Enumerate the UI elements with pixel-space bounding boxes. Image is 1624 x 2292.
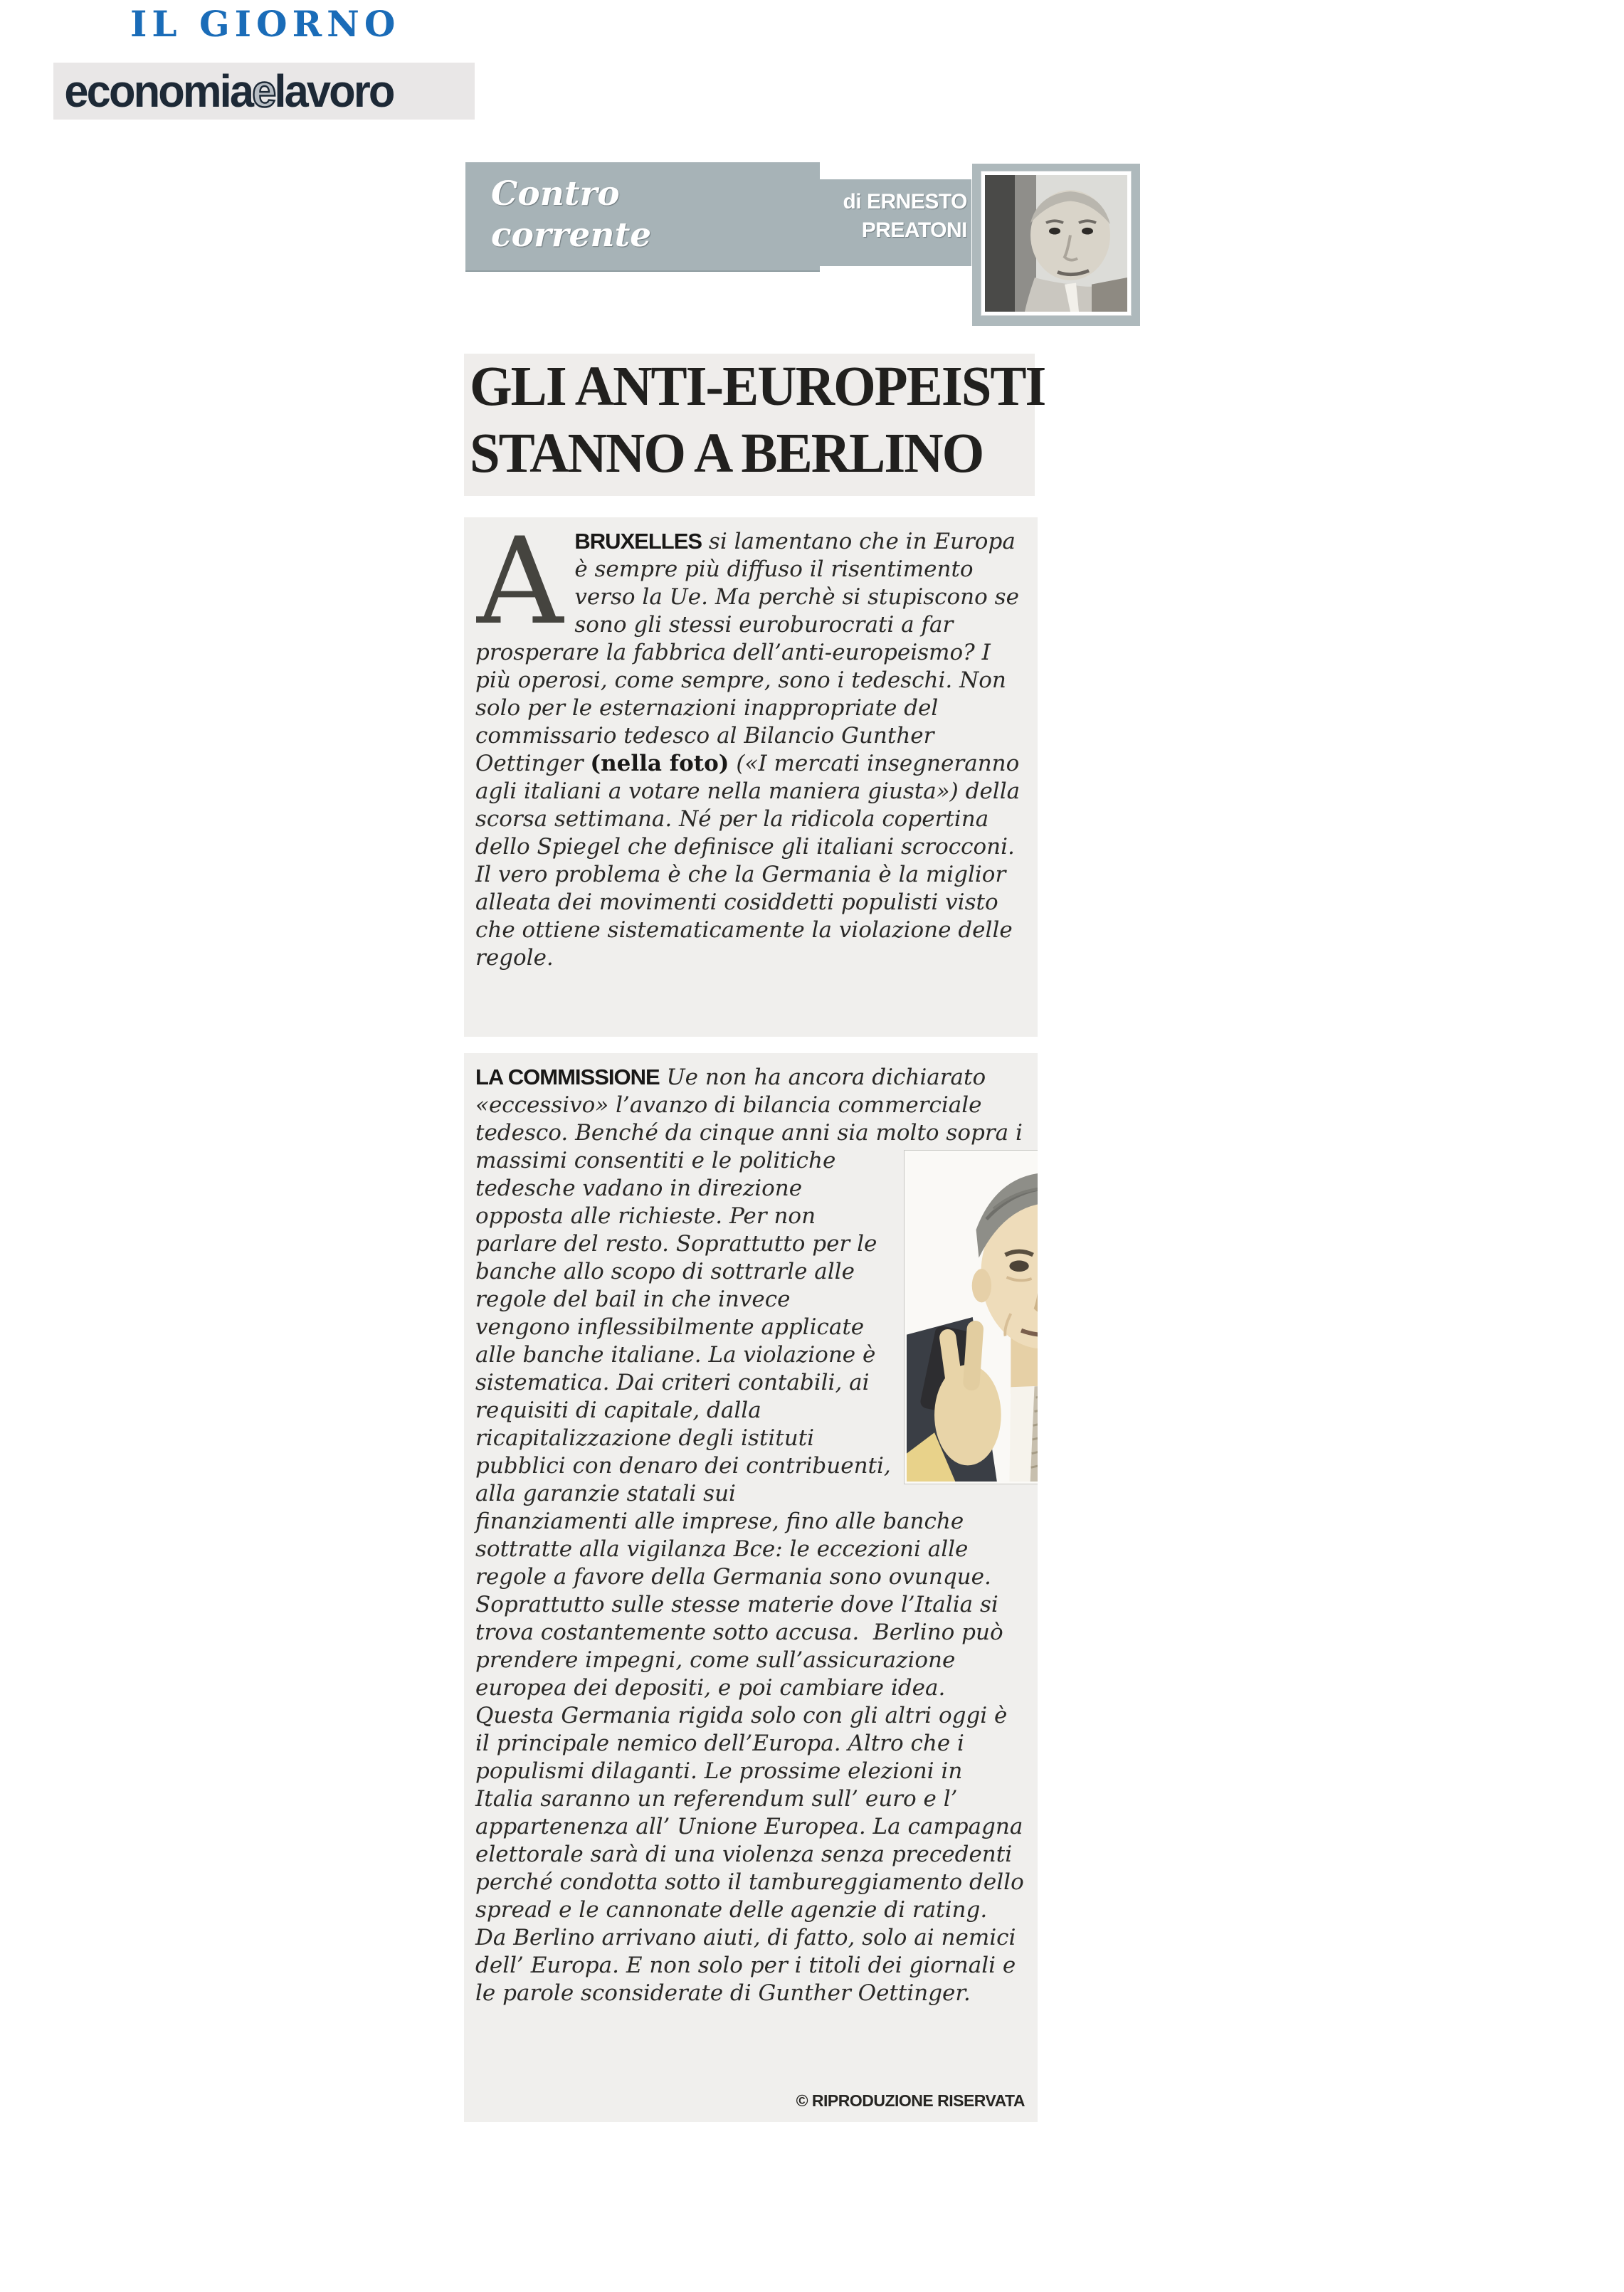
- author-photo-frame: [972, 164, 1140, 326]
- column-title: [465, 162, 820, 256]
- headline-line1: GLI ANTI-EUROPEISTI: [470, 356, 1045, 418]
- copyright-notice: © RIPRODUZIONE RISERVATA: [796, 2091, 1025, 2110]
- author-portrait-image: [985, 175, 1127, 312]
- paragraph2-leadin: LA COMMISSIONE: [475, 1065, 660, 1089]
- column-header-box: [465, 162, 820, 270]
- headline: [464, 354, 1045, 496]
- oettinger-portrait-image: [907, 1153, 1038, 1482]
- paragraph1-text-b: («I mercati insegneranno agli italiani a votare nella maniera giusta») della scorsa settimana. Né per la ridicola copertina dello Spiegel che definisce gli italiani scrocconi. Il vero problema è che la Germania è la miglior alleata dei movimenti cosiddetti populisti visto che ottiene sistematicamente la violazione delle regole.: [475, 751, 1021, 971]
- paragraph1-photo-ref: (nella foto): [590, 751, 729, 776]
- byline: [820, 179, 971, 245]
- author-photo: [981, 171, 1132, 316]
- article-paragraph-1: [464, 517, 1038, 1037]
- paragraph1-text-a: si lamentano che in Europa è sempre più diffuso il risentimento verso la Ue. Ma perchè si stupiscono se sono gli stessi euroburocrati a far prosperare la fabbrica dell’anti-europeismo? I più operosi, come sempre, sono i tedeschi. Non solo per le esternazioni inappropriate del commissario tedesco al Bilancio Gunther Oettinger: [475, 529, 1019, 776]
- byline-line1: di ERNESTO: [843, 190, 967, 213]
- column-title-line1: Contro: [491, 174, 620, 213]
- section-word-economia: economia: [64, 65, 253, 117]
- byline-box: [820, 179, 971, 266]
- article-photo: [904, 1150, 1038, 1484]
- section-banner: [53, 63, 475, 120]
- paragraph2-text-b: le politiche tedesche vadano in direzione opposta alle richieste. Per non parlare del resto. Soprattutto per le banche allo scopo di sottrarle alle regole del bail in che invece vengono inflessibilmente applicate alle banche italiane. La violazione è sistematica. Dai criteri contabili, ai requisiti di capitale, dalla ricapitalizzazione degli istituti pubblici con denaro dei contribuenti, alla garanzie statali sui finanziamenti alle imprese, fino alle banche sottratte alla vigilanza Bce: le eccezioni alle regole a favore della Germania sono ovunque. Soprattutto sulle stesse materie dove l’Italia si trova costantemente sotto accusa. Berlino può prendere impegni, come sull’assicurazione europea dei depositi, e poi cambiare idea. Questa Germania rigida solo con gli altri oggi è il principale nemico dell’Europa. Altro che i populismi dilaganti. Le prossime elezioni in Italia saranno un referendum sull’ euro e l’ appartenenza all’ Unione Europea. La campagna elettorale sarà di una violenza senza precedenti perché condotta sotto il tambureggiamento dello spread e le cannonate delle agenzie di rating. Da Berlino arrivano aiuti, di fatto, solo ai nemici dell’ Europa. E non solo per i titoli dei giornali e le parole sconsiderate di Gunther Oettinger.: [475, 1148, 1024, 2006]
- drop-cap: A: [477, 517, 564, 651]
- newspaper-title: IL GIORNO: [130, 3, 401, 45]
- section-word-e: e: [252, 65, 275, 117]
- paragraph2-text-a: Ue non ha ancora dichiarato «eccessivo» l’avanzo di bilancia commerciale tedesco. Benché da cinque anni sia molto sopra i massimi consentiti e: [475, 1065, 1023, 1173]
- column-title-line2: corrente: [491, 216, 652, 255]
- section-word-lavoro: lavoro: [274, 65, 394, 117]
- headline-line2: STANNO A BERLINO: [470, 423, 984, 485]
- byline-line2: PREATONI: [861, 218, 967, 242]
- section-title: [53, 65, 394, 117]
- article-paragraph-2: [464, 1053, 1038, 2122]
- paragraph1-leadin: BRUXELLES: [574, 529, 702, 554]
